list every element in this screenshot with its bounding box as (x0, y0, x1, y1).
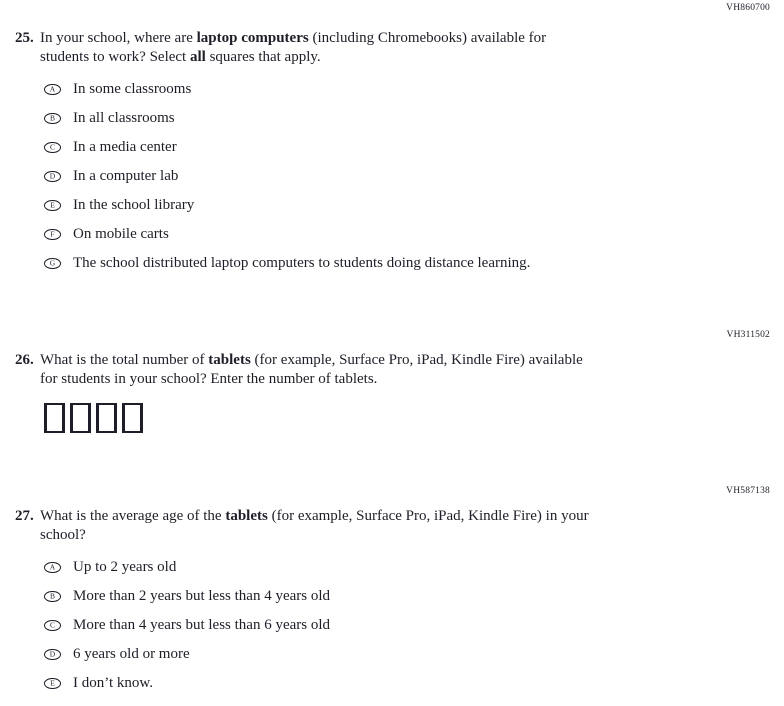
answer-oval-icon[interactable]: B (44, 591, 61, 603)
question-26 (0, 351, 690, 389)
option-label: In a computer lab (73, 168, 179, 184)
question-25-line2: students to work? Select all squares that apply. (40, 49, 321, 65)
option-label: 6 years old or more (73, 646, 190, 662)
tablet-count-boxes (44, 403, 143, 433)
answer-oval-icon[interactable]: A (44, 84, 61, 96)
answer-oval-icon[interactable]: E (44, 678, 61, 690)
option-label: In all classrooms (73, 110, 175, 126)
option-label: More than 2 years but less than 4 years old (73, 588, 331, 604)
answer-oval-icon[interactable]: F (44, 229, 61, 241)
answer-oval-icon[interactable]: D (44, 649, 61, 661)
option-label: On mobile carts (73, 226, 169, 242)
question-26-number: 26. (15, 352, 34, 368)
option-q27-b[interactable] (44, 587, 330, 606)
question-27 (0, 507, 690, 545)
answer-oval-icon[interactable]: G (44, 258, 61, 270)
option-q25-a[interactable] (44, 80, 530, 99)
option-q25-d[interactable] (44, 167, 530, 186)
answer-oval-icon[interactable]: C (44, 142, 61, 154)
answer-oval-icon[interactable]: D (44, 171, 61, 183)
digit-box[interactable] (96, 403, 117, 433)
item-code-q27: VH587138 (726, 486, 770, 496)
option-label: In the school library (73, 197, 195, 213)
question-27-line2: school? (40, 527, 86, 543)
question-25-number: 25. (15, 30, 34, 46)
answer-oval-icon[interactable]: C (44, 620, 61, 632)
question-25-line1: In your school, where are laptop computers (including Chromebooks) available for (40, 30, 547, 46)
question-25-options (44, 80, 530, 273)
answer-oval-icon[interactable]: B (44, 113, 61, 125)
digit-box[interactable] (70, 403, 91, 433)
question-27-options (44, 558, 330, 693)
answer-oval-icon[interactable]: E (44, 200, 61, 212)
option-label: I don’t know. (73, 675, 153, 691)
option-label: In some classrooms (73, 81, 192, 97)
question-27-prompt (40, 507, 690, 545)
question-27-line1: What is the average age of the tablets (for example, Surface Pro, iPad, Kindle Fire) in your (40, 508, 589, 524)
option-label: Up to 2 years old (73, 559, 177, 575)
digit-box[interactable] (122, 403, 143, 433)
option-q27-a[interactable] (44, 558, 330, 577)
question-26-prompt (40, 351, 690, 389)
option-q27-d[interactable] (44, 645, 330, 664)
question-25-prompt (40, 29, 690, 67)
option-q25-f[interactable] (44, 225, 530, 244)
option-q25-b[interactable] (44, 109, 530, 128)
item-code-q25: VH860700 (726, 3, 770, 13)
option-q25-g[interactable] (44, 254, 530, 273)
item-code-q26: VH311502 (726, 330, 770, 340)
option-q25-e[interactable] (44, 196, 530, 215)
question-26-line1: What is the total number of tablets (for example, Surface Pro, iPad, Kindle Fire) available (40, 352, 583, 368)
option-q27-c[interactable] (44, 616, 330, 635)
option-label: In a media center (73, 139, 177, 155)
question-27-number: 27. (15, 508, 34, 524)
question-25 (0, 29, 690, 67)
question-26-line2: for students in your school? Enter the number of tablets. (40, 371, 378, 387)
option-q27-e[interactable] (44, 674, 330, 693)
option-label: More than 4 years but less than 6 years old (73, 617, 331, 633)
option-label: The school distributed laptop computers to students doing distance learning. (73, 255, 531, 271)
digit-box[interactable] (44, 403, 65, 433)
answer-oval-icon[interactable]: A (44, 562, 61, 574)
option-q25-c[interactable] (44, 138, 530, 157)
